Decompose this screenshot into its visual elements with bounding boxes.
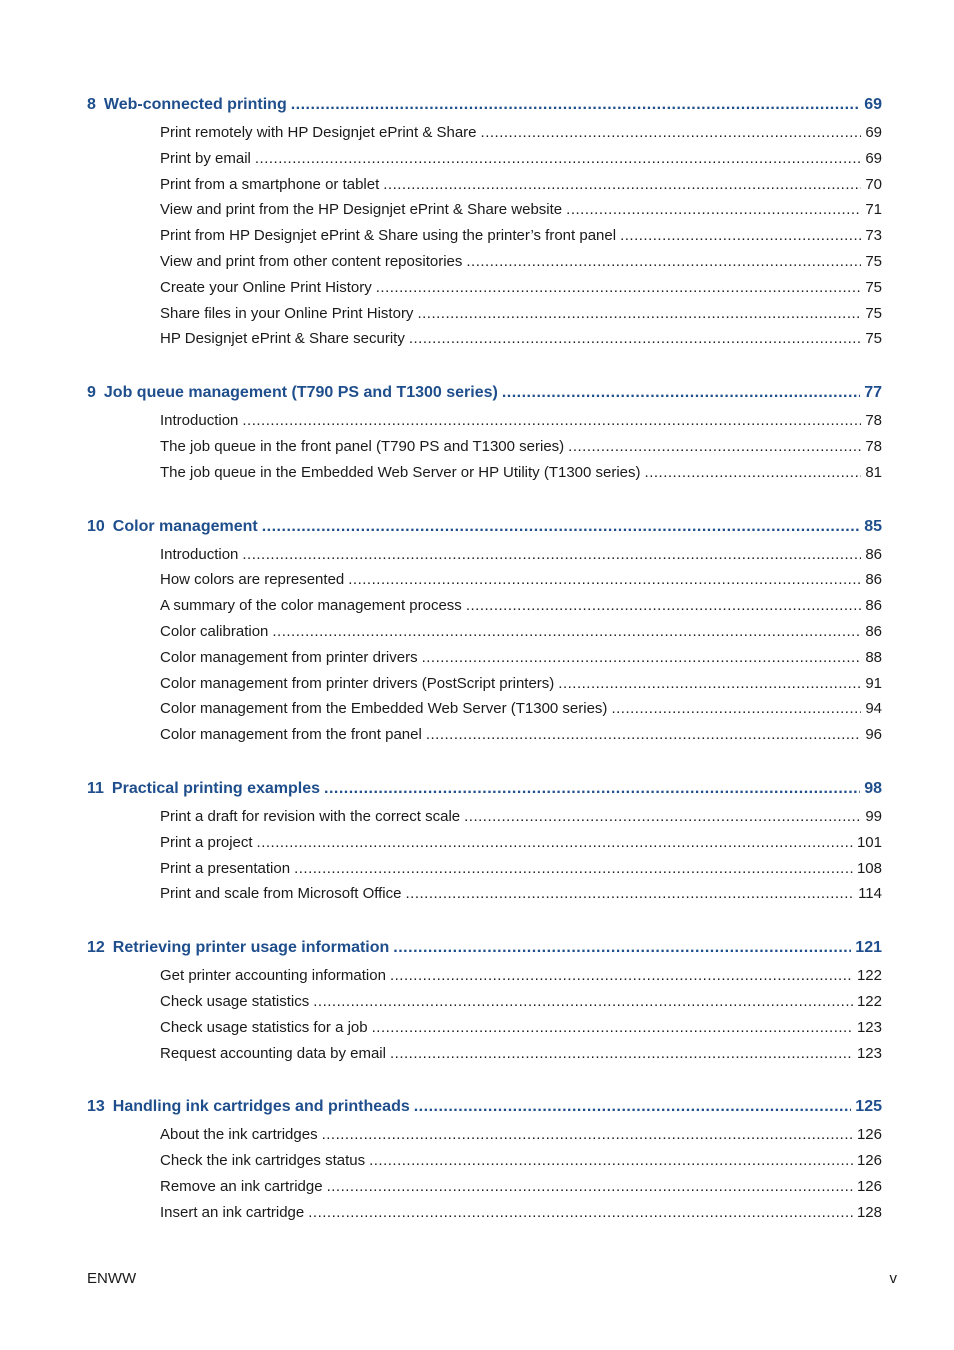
toc-leader-dots bbox=[313, 989, 853, 1015]
toc-section-title: Get printer accounting information bbox=[160, 967, 386, 985]
toc-section-entry[interactable] bbox=[160, 856, 882, 882]
toc-section-entry[interactable] bbox=[160, 249, 882, 275]
toc-chapter-title: Handling ink cartridges and printheads bbox=[112, 1098, 410, 1116]
toc-section-page: 86 bbox=[865, 597, 882, 615]
toc-section-title: Check the ink cartridges status bbox=[160, 1152, 366, 1170]
toc-leader-dots bbox=[257, 830, 853, 856]
toc-section-page: 75 bbox=[865, 278, 882, 296]
toc-section-title: Share files in your Online Print History bbox=[160, 304, 414, 322]
footer-page-number: v bbox=[889, 1270, 897, 1287]
toc-section-title: Print remotely with HP Designjet ePrint & Share bbox=[160, 124, 477, 141]
toc-leader-dots bbox=[255, 146, 861, 172]
toc-chapter bbox=[87, 92, 882, 352]
toc-chapter bbox=[87, 514, 882, 748]
toc-section-title: Color management from printer drivers (PostScript printers) bbox=[160, 674, 555, 692]
toc-chapter-title: Job queue management (T790 PS and T1300 series) bbox=[103, 384, 498, 402]
toc-section-page: 123 bbox=[856, 1044, 882, 1062]
toc-section-page: 88 bbox=[865, 648, 882, 666]
toc-leader-dots bbox=[242, 542, 861, 568]
toc-section-title: Color management from the front panel bbox=[160, 726, 422, 744]
toc-chapter-page: 121 bbox=[855, 939, 882, 957]
toc-leader-dots bbox=[645, 460, 862, 486]
toc-leader-dots bbox=[620, 223, 861, 249]
toc-section-entry[interactable] bbox=[160, 671, 882, 697]
toc-leader-dots bbox=[481, 120, 862, 146]
toc-section-page: 73 bbox=[865, 227, 882, 245]
toc-section-entry[interactable] bbox=[160, 963, 882, 989]
toc-chapter-page: 85 bbox=[864, 517, 882, 535]
toc-section-page: 75 bbox=[865, 252, 882, 270]
table-of-contents bbox=[87, 92, 882, 1254]
toc-section-page: 123 bbox=[856, 1018, 882, 1036]
toc-section-page: 99 bbox=[865, 807, 882, 825]
toc-chapter-heading[interactable] bbox=[87, 935, 882, 961]
toc-section-title: Color calibration bbox=[160, 622, 269, 640]
toc-section-entry[interactable] bbox=[160, 197, 882, 223]
toc-section-title: Print a presentation bbox=[160, 859, 291, 877]
toc-leader-dots bbox=[369, 1148, 853, 1174]
toc-section-entry[interactable] bbox=[160, 830, 882, 856]
toc-leader-dots bbox=[417, 301, 861, 327]
toc-section-title: Print by email bbox=[160, 149, 251, 167]
toc-chapter-page: 69 bbox=[864, 96, 882, 113]
toc-chapter-number: 10 bbox=[87, 517, 105, 535]
toc-leader-dots bbox=[558, 671, 861, 697]
toc-chapter-page: 125 bbox=[855, 1098, 882, 1116]
toc-section-page: 126 bbox=[856, 1126, 882, 1144]
toc-section-title: How colors are represented bbox=[160, 571, 345, 589]
toc-section-entry[interactable] bbox=[160, 1122, 882, 1148]
toc-section-title: The job queue in the Embedded Web Server or HP Utility (T1300 series) bbox=[160, 463, 641, 481]
toc-section-page: 114 bbox=[858, 885, 882, 903]
toc-section-title: View and print from the HP Designjet ePrint & Share website bbox=[160, 201, 563, 219]
toc-section-title: Print from a smartphone or tablet bbox=[160, 175, 380, 193]
toc-leader-dots bbox=[376, 275, 862, 301]
toc-chapter-heading[interactable] bbox=[87, 776, 882, 802]
toc-chapter bbox=[87, 1094, 882, 1225]
toc-section-title: Introduction bbox=[160, 545, 239, 563]
toc-leader-dots bbox=[262, 514, 860, 540]
toc-section-title: Check usage statistics bbox=[160, 992, 310, 1010]
toc-section-title: Color management from the Embedded Web Server (T1300 series) bbox=[160, 700, 608, 718]
toc-section-entry[interactable] bbox=[160, 120, 882, 146]
toc-leader-dots bbox=[294, 856, 853, 882]
toc-section-title: Insert an ink cartridge bbox=[160, 1203, 305, 1221]
toc-section-page: 75 bbox=[865, 304, 882, 322]
toc-section-entry[interactable] bbox=[160, 1200, 882, 1226]
toc-chapter-heading[interactable] bbox=[87, 1094, 882, 1120]
toc-section-page: 101 bbox=[856, 833, 882, 851]
toc-section-title: The job queue in the front panel (T790 PS and T1300 series) bbox=[160, 437, 565, 455]
toc-leader-dots bbox=[405, 881, 854, 907]
toc-section-entry[interactable] bbox=[160, 326, 882, 352]
toc-section-page: 122 bbox=[856, 992, 882, 1010]
toc-section-page: 86 bbox=[865, 622, 882, 640]
footer-doc-code: ENWW bbox=[87, 1270, 137, 1287]
toc-chapter-number: 8 bbox=[87, 96, 96, 113]
toc-chapter-number: 13 bbox=[87, 1098, 105, 1116]
toc-chapter bbox=[87, 776, 882, 907]
toc-leader-dots bbox=[502, 380, 860, 406]
toc-chapter-title: Retrieving printer usage information bbox=[112, 939, 390, 957]
toc-chapter-number: 11 bbox=[87, 779, 104, 797]
toc-section-entry[interactable] bbox=[160, 542, 882, 568]
toc-section-entry[interactable] bbox=[160, 172, 882, 198]
toc-leader-dots bbox=[272, 619, 861, 645]
toc-chapter-page: 77 bbox=[864, 384, 882, 402]
toc-section-page: 128 bbox=[856, 1203, 882, 1221]
toc-leader-dots bbox=[390, 963, 853, 989]
toc-section-title: Remove an ink cartridge bbox=[160, 1177, 323, 1195]
toc-section-title: Introduction bbox=[160, 412, 239, 430]
toc-leader-dots bbox=[414, 1094, 852, 1120]
toc-section-page: 126 bbox=[856, 1177, 882, 1195]
toc-chapter-heading[interactable] bbox=[87, 92, 882, 118]
toc-section-page: 69 bbox=[865, 124, 882, 141]
toc-section-title: Print a draft for revision with the correct scale bbox=[160, 807, 461, 825]
toc-chapter-number: 12 bbox=[87, 939, 105, 957]
toc-chapter-title: Practical printing examples bbox=[111, 779, 320, 797]
toc-section-page: 81 bbox=[865, 463, 882, 481]
toc-section-page: 96 bbox=[865, 726, 882, 744]
toc-leader-dots bbox=[466, 249, 861, 275]
toc-leader-dots bbox=[242, 408, 861, 434]
toc-leader-dots bbox=[324, 776, 860, 802]
toc-section-entry[interactable] bbox=[160, 567, 882, 593]
toc-chapter-title: Web-connected printing bbox=[103, 96, 287, 113]
toc-leader-dots bbox=[464, 804, 861, 830]
toc-section-entry[interactable] bbox=[160, 804, 882, 830]
toc-leader-dots bbox=[348, 567, 861, 593]
toc-section-page: 78 bbox=[865, 437, 882, 455]
toc-section-entry[interactable] bbox=[160, 1174, 882, 1200]
toc-section-title: HP Designjet ePrint & Share security bbox=[160, 330, 405, 348]
toc-section-title: Create your Online Print History bbox=[160, 278, 372, 296]
toc-section-entry[interactable] bbox=[160, 1148, 882, 1174]
toc-leader-dots bbox=[422, 645, 862, 671]
toc-chapter-heading[interactable] bbox=[87, 514, 882, 540]
toc-leader-dots bbox=[409, 326, 861, 352]
toc-section-page: 91 bbox=[865, 674, 882, 692]
toc-section-page: 70 bbox=[865, 175, 882, 193]
toc-section-entry[interactable] bbox=[160, 593, 882, 619]
toc-section-page: 69 bbox=[865, 149, 882, 167]
toc-section-page: 86 bbox=[865, 571, 882, 589]
toc-section-title: Request accounting data by email bbox=[160, 1044, 386, 1062]
toc-section-entry[interactable] bbox=[160, 460, 882, 486]
toc-section-entry[interactable] bbox=[160, 275, 882, 301]
toc-section-page: 108 bbox=[856, 859, 882, 877]
toc-section-title: Print a project bbox=[160, 833, 253, 851]
toc-leader-dots bbox=[327, 1174, 853, 1200]
toc-leader-dots bbox=[566, 197, 861, 223]
toc-leader-dots bbox=[322, 1122, 853, 1148]
toc-section-page: 94 bbox=[865, 700, 882, 718]
toc-section-title: Print from HP Designjet ePrint & Share using the printer’s front panel bbox=[160, 227, 617, 245]
toc-section-title: Print and scale from Microsoft Office bbox=[160, 885, 402, 903]
toc-leader-dots bbox=[393, 935, 851, 961]
toc-leader-dots bbox=[568, 434, 861, 460]
toc-section-page: 71 bbox=[865, 201, 882, 219]
toc-section-entry[interactable] bbox=[160, 881, 882, 907]
toc-leader-dots bbox=[383, 172, 861, 198]
toc-section-entry[interactable] bbox=[160, 619, 882, 645]
toc-section-entry[interactable] bbox=[160, 1041, 882, 1067]
toc-section-entry[interactable] bbox=[160, 434, 882, 460]
toc-chapter-title: Color management bbox=[112, 517, 258, 535]
toc-chapter-page: 98 bbox=[864, 779, 882, 797]
toc-section-title: A summary of the color management process bbox=[160, 597, 462, 615]
toc-section-entry[interactable] bbox=[160, 696, 882, 722]
toc-section-title: About the ink cartridges bbox=[160, 1126, 318, 1144]
toc-section-page: 86 bbox=[865, 545, 882, 563]
toc-section-entry[interactable] bbox=[160, 989, 882, 1015]
toc-section-entry[interactable] bbox=[160, 722, 882, 748]
toc-leader-dots bbox=[390, 1041, 853, 1067]
toc-leader-dots bbox=[426, 722, 862, 748]
toc-section-title: View and print from other content repositories bbox=[160, 252, 463, 270]
toc-section-title: Check usage statistics for a job bbox=[160, 1018, 368, 1036]
toc-section-page: 75 bbox=[865, 330, 882, 348]
toc-section-entry[interactable] bbox=[160, 645, 882, 671]
toc-leader-dots bbox=[611, 696, 861, 722]
toc-chapter bbox=[87, 380, 882, 485]
toc-chapter bbox=[87, 935, 882, 1066]
toc-section-entry[interactable] bbox=[160, 408, 882, 434]
toc-section-title: Color management from printer drivers bbox=[160, 648, 418, 666]
toc-section-entry[interactable] bbox=[160, 223, 882, 249]
toc-section-page: 122 bbox=[856, 967, 882, 985]
toc-section-entry[interactable] bbox=[160, 301, 882, 327]
toc-leader-dots bbox=[466, 593, 862, 619]
toc-chapter-heading[interactable] bbox=[87, 380, 882, 406]
toc-section-page: 78 bbox=[865, 412, 882, 430]
toc-leader-dots bbox=[291, 92, 860, 118]
toc-chapter-number: 9 bbox=[87, 384, 96, 402]
toc-section-entry[interactable] bbox=[160, 146, 882, 172]
toc-section-page: 126 bbox=[856, 1152, 882, 1170]
toc-leader-dots bbox=[372, 1015, 853, 1041]
toc-leader-dots bbox=[308, 1200, 853, 1226]
toc-section-entry[interactable] bbox=[160, 1015, 882, 1041]
